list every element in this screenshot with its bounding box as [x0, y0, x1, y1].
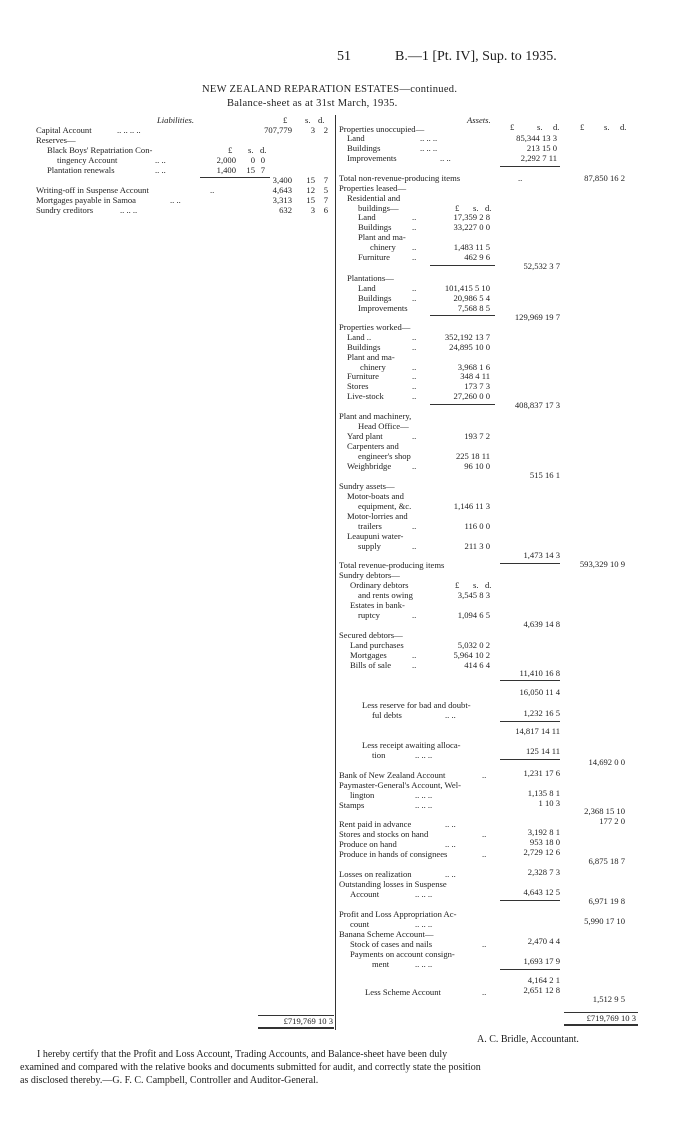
- worked-furniture-amount: 348 4 11: [460, 371, 490, 381]
- yard-plant-label: Yard plant: [347, 431, 383, 441]
- mortgages-label: Mortgages: [350, 650, 387, 660]
- leader-dots: .. ..: [170, 195, 181, 205]
- worked-buildings-amount: 24,895 10 0: [449, 342, 490, 352]
- leader-dots: ..: [412, 252, 417, 262]
- leader-dots: .. ..: [155, 165, 166, 175]
- total-non-revenue-amount: 87,850 16 2: [584, 173, 625, 183]
- black-boys-pounds: 2,000: [216, 155, 236, 165]
- leader-dots: .. ..: [445, 710, 456, 720]
- page-subtitle: Balance-sheet as at 31st March, 1935.: [227, 98, 398, 109]
- total-revenue-label: Total revenue-producing items: [339, 560, 445, 570]
- yard-plant-amount: 193 7 2: [464, 431, 490, 441]
- estates-bankruptcy-amount: 1,094 6 5: [457, 610, 490, 620]
- certificate-line-2: examined and compared with the relative books and documents submitted for audit, and correctly state the position: [20, 1062, 481, 1073]
- mortgages-samoa-d: 7: [323, 195, 328, 205]
- leader-dots: .. .. ..: [120, 205, 138, 215]
- sub-pound-header: £: [455, 580, 460, 590]
- leader-dots: ..: [412, 381, 417, 391]
- plantations-land-label: Land: [358, 283, 376, 293]
- sundry-assets-total: 1,473 14 3: [523, 550, 560, 560]
- worked-stores-label: Stores: [347, 381, 369, 391]
- mortgages-samoa-pounds: 3,313: [272, 195, 292, 205]
- weighbridge-amount: 96 10 0: [464, 461, 490, 471]
- leader-dots: ..: [412, 610, 417, 620]
- leader-dots: ..: [412, 431, 417, 441]
- leader-dots: ..: [412, 541, 417, 551]
- payments-consignment-label: Payments on account consign-: [350, 949, 455, 959]
- subtotal-rule: [500, 166, 560, 167]
- carpenters-amount: 225 18 11: [455, 451, 490, 461]
- col-d-header: d.: [318, 115, 325, 125]
- worked-label: Properties worked—: [339, 322, 411, 332]
- unoccupied-land-label: Land: [347, 133, 365, 143]
- capital-account-d: 2: [323, 125, 328, 135]
- bank-nz-amount: 1,231 17 6: [523, 768, 560, 778]
- land-purchases-amount: 5,032 0 2: [457, 640, 490, 650]
- sundry-creditors-d: 6: [323, 205, 328, 215]
- leader-dots: ..: [412, 391, 417, 401]
- col-s-header: s.: [305, 115, 311, 125]
- residential-total: 52,532 3 7: [523, 261, 560, 271]
- losses-realization-amount: 2,328 7 3: [527, 867, 560, 877]
- net-debtors-amount: 14,692 0 0: [588, 757, 625, 767]
- banana-scheme-label: Banana Scheme Account—: [339, 929, 434, 939]
- leader-dots: .. .. ..: [415, 800, 433, 810]
- plantations-improvements-amount: 7,568 8 5: [457, 303, 490, 313]
- plantation-renewals-d: 7: [260, 165, 265, 175]
- sundry-creditors-s: 3: [310, 205, 315, 215]
- sub-d-header: d.: [260, 145, 267, 155]
- plant-total: 515 16 1: [529, 470, 560, 480]
- worked-stores-amount: 173 7 3: [464, 381, 490, 391]
- col2-pound-header: £: [580, 122, 585, 132]
- certificate-line-3: as disclosed thereby.—G. F. C. Campbell, Controller and Auditor-General.: [20, 1075, 319, 1086]
- mortgages-amount: 5,964 10 2: [453, 650, 490, 660]
- leader-dots: ..: [412, 650, 417, 660]
- motor-lorries-label: Motor-lorries and: [347, 511, 408, 521]
- writing-off-s: 12: [306, 185, 315, 195]
- motor-lorries-label-2: trailers: [358, 521, 382, 531]
- sub-s-header: s.: [248, 145, 254, 155]
- assets-heading: Assets.: [467, 115, 491, 125]
- leader-dots: .. ..: [155, 155, 166, 165]
- subtotal-rule: [200, 177, 270, 178]
- reserves-label: Reserves—: [36, 135, 76, 145]
- ordinary-debtors-label: Ordinary debtors: [350, 580, 409, 590]
- total-revenue-amount: 593,329 10 9: [579, 559, 625, 569]
- leader-dots: ..: [412, 461, 417, 471]
- sub-pound-header: £: [228, 145, 233, 155]
- buildings-sublabel: buildings—: [358, 203, 399, 213]
- leader-dots: ..: [412, 212, 417, 222]
- sub-s-header: s.: [473, 203, 479, 213]
- pl-appropriation-amount: 5,990 17 10: [584, 916, 625, 926]
- assets-grand-total: £719,769 10 3: [586, 1013, 636, 1023]
- plantation-renewals-label: Plantation renewals: [47, 165, 115, 175]
- worked-furniture-label: Furniture: [347, 371, 379, 381]
- reserves-total-s: 15: [306, 175, 315, 185]
- residential-buildings-label: Buildings: [358, 222, 392, 232]
- paymaster-label-2: lington: [350, 790, 375, 800]
- leader-dots: .. ..: [445, 869, 456, 879]
- losses-realization-label: Losses on realization: [339, 869, 412, 879]
- unoccupied-buildings-label: Buildings: [347, 143, 381, 153]
- produce-on-hand-amount: 953 18 0: [529, 837, 560, 847]
- black-boys-d: 0: [260, 155, 265, 165]
- stock-cases-amount: 2,470 4 4: [527, 936, 560, 946]
- leader-dots: .. .. ..: [415, 750, 433, 760]
- leader-dots: .. .. ..: [420, 133, 438, 143]
- subtotal-rule: [500, 721, 560, 722]
- page-title: NEW ZEALAND REPARATION ESTATES—continued.: [202, 84, 458, 95]
- worked-land-label: Land ..: [347, 332, 372, 342]
- outstanding-losses-label: Outstanding losses in Suspense: [339, 879, 447, 889]
- page-number: 51: [337, 49, 351, 64]
- plantation-renewals-s: 15: [246, 165, 255, 175]
- leader-dots: ..: [412, 371, 417, 381]
- less-reserve-label-2: ful debts: [372, 710, 402, 720]
- paymaster-label: Paymaster-General's Account, Wel-: [339, 780, 461, 790]
- leader-dots: ..: [412, 222, 417, 232]
- produce-consignees-amount: 2,729 12 6: [523, 847, 560, 857]
- leader-dots: ..: [210, 185, 215, 195]
- leader-dots: ..: [412, 342, 417, 352]
- bills-of-sale-label: Bills of sale: [350, 660, 392, 670]
- worked-plant-label: Plant and ma-: [347, 352, 395, 362]
- leader-dots: ..: [482, 849, 487, 859]
- subtotal-rule: [430, 265, 495, 266]
- writing-off-label: Writing-off in Suspense Account: [36, 185, 149, 195]
- carpenters-label: Carpenters and: [347, 441, 399, 451]
- subtotal-rule: [500, 969, 560, 970]
- less-receipt-amount: 125 14 11: [525, 746, 560, 756]
- sundry-assets-label: Sundry assets—: [339, 481, 395, 491]
- accountant-signature: A. C. Bridle, Accountant.: [477, 1034, 579, 1045]
- produce-on-hand-label: Produce on hand: [339, 839, 397, 849]
- subtotal-rule: [430, 404, 495, 405]
- leauapuni-label-2: supply: [358, 541, 381, 551]
- total-non-revenue-label: Total non-revenue-producing items: [339, 173, 461, 183]
- estates-bankruptcy-label: Estates in bank-: [350, 600, 405, 610]
- residential-land-amount: 17,359 2 8: [453, 212, 490, 222]
- leader-dots: .. .. ..: [420, 143, 438, 153]
- leader-dots: .. ..: [440, 153, 451, 163]
- worked-livestock-label: Live-stock: [347, 391, 384, 401]
- losses-total: 6,971 19 8: [588, 896, 625, 906]
- residential-plant-label: Plant and ma-: [358, 232, 406, 242]
- worked-buildings-label: Buildings: [347, 342, 381, 352]
- col-pound-header: £: [283, 115, 288, 125]
- leader-dots: .. .. ..: [415, 790, 433, 800]
- residential-furniture-amount: 462 9 6: [464, 252, 490, 262]
- black-boys-label-2: tingency Account: [57, 155, 118, 165]
- debtors-sum: 16,050 11 4: [519, 687, 560, 697]
- sundry-creditors-pounds: 632: [279, 205, 292, 215]
- subtotal-rule: [500, 563, 560, 564]
- leauapuni-label: Leaupuni water-: [347, 531, 404, 541]
- estates-bankruptcy-label-2: ruptcy: [358, 610, 380, 620]
- sub-s-header: s.: [473, 580, 479, 590]
- residential-label: Residential and: [347, 193, 401, 203]
- subtotal-rule: [500, 759, 560, 760]
- col-s-header: s.: [537, 122, 543, 132]
- subtotal-rule: [500, 900, 560, 901]
- residential-plant-label-2: chinery: [370, 242, 396, 252]
- subtotal-rule: [500, 680, 560, 681]
- ordinary-debtors-amount: 3,545 8 3: [457, 590, 490, 600]
- sub-d-header: d.: [485, 580, 492, 590]
- mortgages-samoa-label: Mortgages payable in Samoa: [36, 195, 136, 205]
- unoccupied-land-amount: 85,344 13 3: [516, 133, 557, 143]
- ordinary-debtors-label-2: and rents owing: [358, 590, 413, 600]
- plantation-renewals-pounds: 1,400: [216, 165, 236, 175]
- pl-appropriation-label: Profit and Loss Appropriation Ac-: [339, 909, 457, 919]
- unoccupied-improvements-amount: 2,292 7 11: [520, 153, 557, 163]
- capital-account-label: Capital Account: [36, 125, 92, 135]
- plantations-total: 129,969 19 7: [514, 312, 560, 322]
- certificate-line-1: I hereby certify that the Profit and Loss Account, Trading Accounts, and Balance-sheet have been duly: [37, 1049, 448, 1060]
- residential-land-label: Land: [358, 212, 376, 222]
- sub-d-header: d.: [485, 203, 492, 213]
- carpenters-label-2: engineer's shop: [358, 451, 411, 461]
- col2-d-header: d.: [620, 122, 627, 132]
- payments-consignment-label-2: ment: [372, 959, 390, 969]
- leader-dots: ..: [482, 987, 487, 997]
- leader-dots: ..: [482, 939, 487, 949]
- outstanding-losses-label-2: Account: [350, 889, 380, 899]
- leader-dots: .. .. ..: [415, 959, 433, 969]
- leader-dots: ..: [482, 829, 487, 839]
- col-pound-header: £: [510, 122, 515, 132]
- plantations-label: Plantations—: [347, 273, 394, 283]
- stocks-total: 6,875 18 7: [588, 856, 625, 866]
- bills-of-sale-amount: 414 6 4: [464, 660, 490, 670]
- writing-off-d: 5: [323, 185, 328, 195]
- rent-paid-label: Rent paid in advance: [339, 819, 412, 829]
- stores-on-hand-amount: 3,192 8 1: [527, 827, 560, 837]
- stamps-label: Stamps: [339, 800, 365, 810]
- payments-consignment-amount: 1,693 17 9: [523, 956, 560, 966]
- leader-dots: ..: [412, 660, 417, 670]
- less-scheme-label: Less Scheme Account: [365, 987, 441, 997]
- leader-dots: ..: [412, 242, 417, 252]
- motor-boats-amount: 1,146 11 3: [453, 501, 490, 511]
- reserves-total-d: 7: [323, 175, 328, 185]
- leader-dots: ..: [412, 283, 417, 293]
- motor-lorries-amount: 116 0 0: [464, 521, 490, 531]
- capital-account-pounds: 707,779: [264, 125, 292, 135]
- writing-off-pounds: 4,643: [272, 185, 292, 195]
- liabilities-grand-total: £719,769 10 3: [283, 1016, 333, 1026]
- reserves-total-pounds: 3,400: [272, 175, 292, 185]
- leader-dots: ..: [518, 173, 523, 183]
- leader-dots: ..: [412, 293, 417, 303]
- stock-cases-label: Stock of cases and nails: [350, 939, 433, 949]
- motor-boats-label-2: equipment, &c.: [358, 501, 412, 511]
- leader-dots: .. ..: [445, 819, 456, 829]
- after-reserve-amount: 14,817 14 11: [515, 726, 560, 736]
- leader-dots: .. .. ..: [415, 919, 433, 929]
- leader-dots: .. ..: [445, 839, 456, 849]
- leader-dots: .. .. .. ..: [117, 125, 141, 135]
- leauapuni-amount: 211 3 0: [464, 541, 490, 551]
- col2-s-header: s.: [604, 122, 610, 132]
- secured-debtors-label: Secured debtors—: [339, 630, 403, 640]
- col-d-header: d.: [553, 122, 560, 132]
- worked-plant-label-2: chinery: [360, 362, 386, 372]
- sundry-debtors-label: Sundry debtors—: [339, 570, 400, 580]
- worked-land-amount: 352,192 13 7: [444, 332, 490, 342]
- residential-buildings-amount: 33,227 0 0: [453, 222, 490, 232]
- plantations-buildings-amount: 20,986 5 4: [453, 293, 490, 303]
- black-boys-label: Black Boys' Repatriation Con-: [47, 145, 153, 155]
- secured-debtors-total: 11,410 16 8: [519, 668, 560, 678]
- leader-dots: ..: [412, 521, 417, 531]
- worked-livestock-amount: 27,260 0 0: [453, 391, 490, 401]
- less-receipt-label: Less receipt awaiting alloca-: [362, 740, 461, 750]
- produce-consignees-label: Produce in hands of consignees: [339, 849, 448, 859]
- sundry-debtors-total: 4,639 14 8: [523, 619, 560, 629]
- liabilities-heading: Liabilities.: [157, 115, 195, 125]
- unoccupied-buildings-amount: 213 15 0: [526, 143, 557, 153]
- land-purchases-label: Land purchases: [350, 640, 404, 650]
- less-receipt-label-2: tion: [372, 750, 386, 760]
- outstanding-losses-amount: 4,643 12 5: [523, 887, 560, 897]
- motor-boats-label: Motor-boats and: [347, 491, 404, 501]
- unoccupied-label: Properties unoccupied—: [339, 124, 425, 134]
- column-divider: [335, 115, 336, 1030]
- capital-account-s: 3: [310, 125, 315, 135]
- pl-appropriation-label-2: count: [350, 919, 370, 929]
- worked-plant-amount: 3,968 1 6: [457, 362, 490, 372]
- less-reserve-label: Less reserve for bad and doubt-: [362, 700, 471, 710]
- plant-label: Plant and machinery,: [339, 411, 412, 421]
- head-office-label: Head Office—: [358, 421, 409, 431]
- less-scheme-amount: 2,651 12 8: [523, 985, 560, 995]
- plantations-improvements-label: Improvements: [358, 303, 408, 313]
- sub-pound-header: £: [455, 203, 460, 213]
- rent-paid-amount: 177 2 0: [599, 816, 625, 826]
- stamps-amount: 1 10 3: [538, 798, 560, 808]
- less-reserve-amount: 1,232 16 5: [523, 708, 560, 718]
- worked-total: 408,837 17 3: [514, 400, 560, 410]
- stores-on-hand-label: Stores and stocks on hand: [339, 829, 429, 839]
- bank-nz-label: Bank of New Zealand Account: [339, 770, 446, 780]
- plantations-land-amount: 101,415 5 10: [444, 283, 490, 293]
- leader-dots: .. .. ..: [415, 889, 433, 899]
- residential-plant-amount: 1,483 11 5: [453, 242, 490, 252]
- sundry-creditors-label: Sundry creditors: [36, 205, 94, 215]
- weighbridge-label: Weighbridge: [347, 461, 392, 471]
- unoccupied-improvements-label: Improvements: [347, 153, 397, 163]
- paymaster-amount: 1,135 8 1: [527, 788, 560, 798]
- leader-dots: ..: [412, 332, 417, 342]
- black-boys-s: 0: [250, 155, 255, 165]
- cash-total: 2,368 15 10: [584, 806, 625, 816]
- leased-label: Properties leased—: [339, 183, 407, 193]
- subtotal-rule: [430, 315, 495, 316]
- document-reference: B.—1 [Pt. IV], Sup. to 1935.: [395, 49, 557, 64]
- leader-dots: ..: [482, 770, 487, 780]
- banana-net: 1,512 9 5: [592, 994, 625, 1004]
- leader-dots: ..: [412, 362, 417, 372]
- residential-furniture-label: Furniture: [358, 252, 390, 262]
- mortgages-samoa-s: 15: [306, 195, 315, 205]
- plantations-buildings-label: Buildings: [358, 293, 392, 303]
- banana-sum: 4,164 2 1: [527, 975, 560, 985]
